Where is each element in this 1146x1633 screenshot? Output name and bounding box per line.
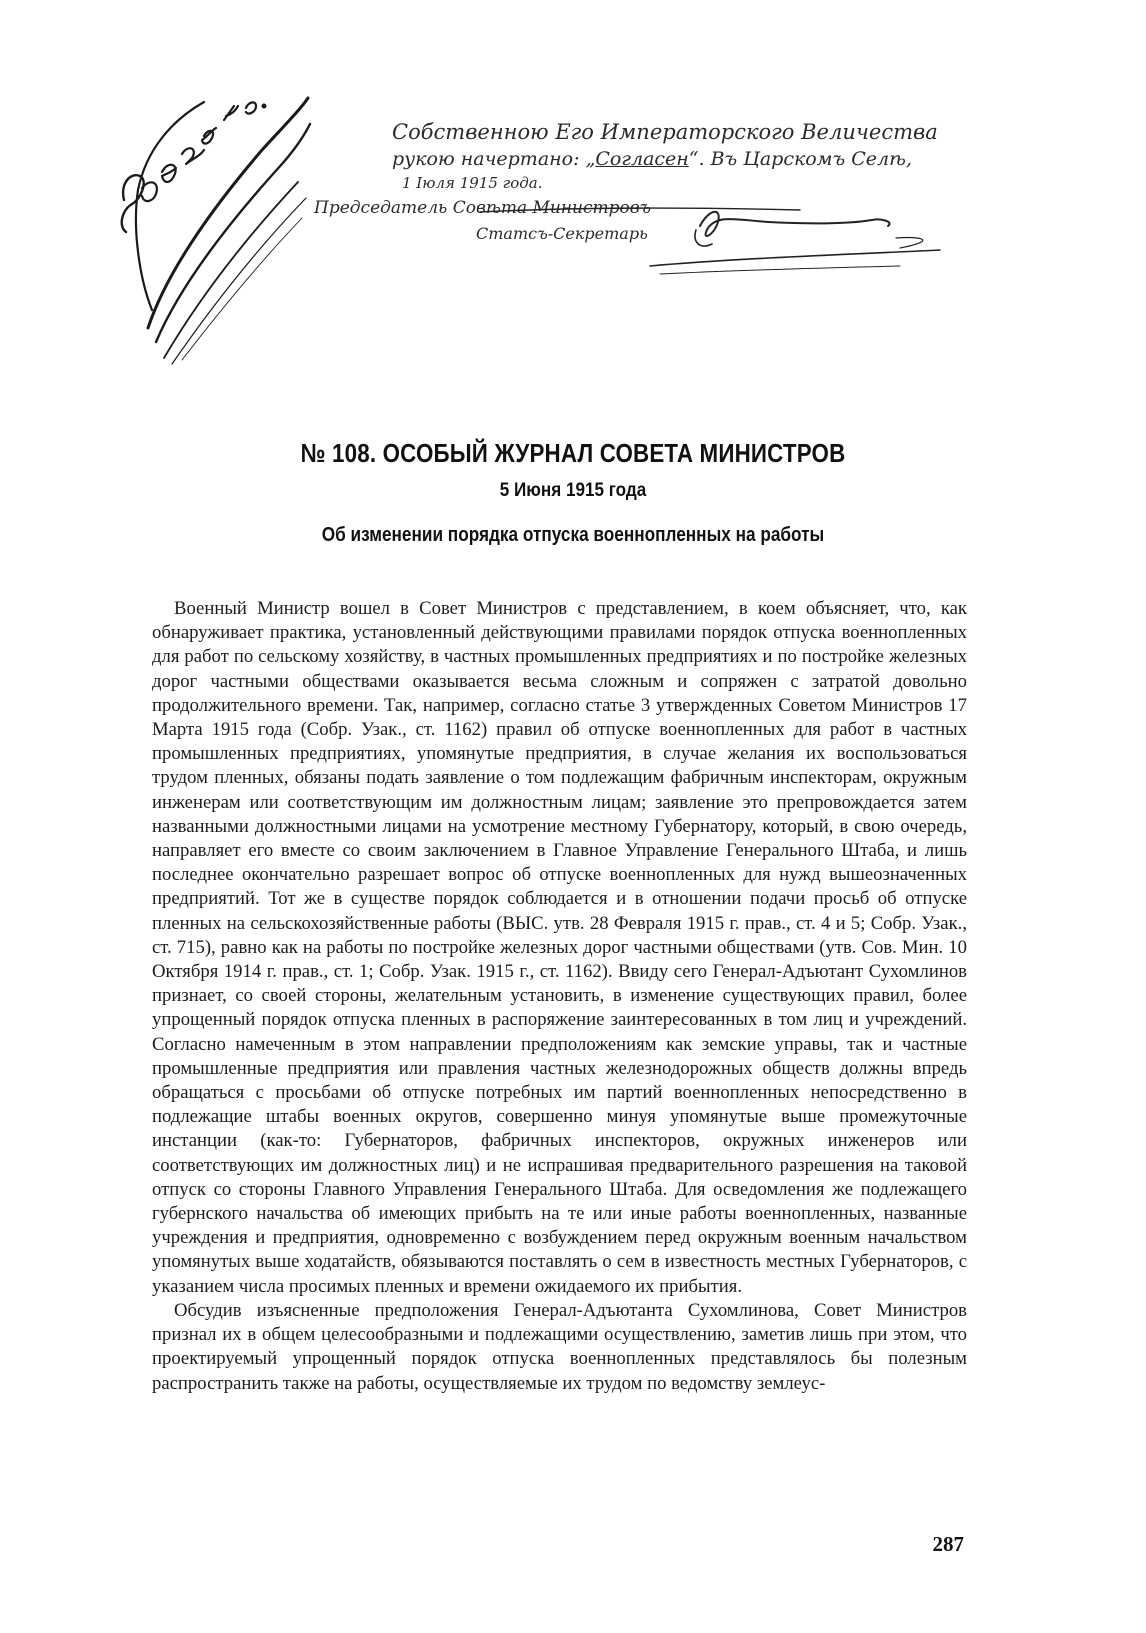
document-date: 5 Июня 1915 года bbox=[499, 480, 647, 501]
note-line-2-suffix: “. Въ Царскомъ Селѣ, bbox=[688, 148, 912, 170]
note-line-1: Собственною Его Императорского Величества bbox=[392, 120, 938, 144]
handwritten-resolution bbox=[112, 80, 322, 370]
note-resolution-word: Согласен bbox=[595, 148, 689, 170]
body-paragraph: Военный Министр вошел в Совет Министров с представлением, в коем объясняет, что, как обнаруживает практика, установленный действующими правилами порядок отпуска военнопленных для работ по сельскому хозяйству, в частных промышленных предприятиях и по постройке железных дорог частными обществами оказывается весьма сложным и сопряжен с затратой довольно продолжительного времени. Так, например, согласно статье 3 утвержденных Советом Министров 17 Марта 1915 года (Собр. Узак., ст. 1162) правил об отпуске военнопленных для работ в частных промышленных предприятиях, упомянутые предприятия, в случае желания их воспользоваться трудом пленных, обязаны подать заявление о том подлежащим фабричным инспекторам, окружным инженерам или соответствующим им должностным лицам; заявление это препровождается затем названными должностными лицами на усмотрение местному Губернатору, который, в свою очередь, направляет его вместе со своим заключением в Главное Управление Генерального Штаба, и лишь последнее окончательно разрешает вопрос об отпуске военнопленных для нужд вышеозначенных предприятий. Тот же в существе порядок соблюдается и в отношении подачи просьб об отпуске пленных на сельскохозяйственные работы (ВЫС. утв. 28 Февраля 1915 г. прав., ст. 4 и 5; Собр. Узак., ст. 715), равно как на работы по постройке железных дорог частными обществами (утв. Сов. Мин. 10 Октября 1914 г. прав., ст. 1; Собр. Узак. 1915 г., ст. 1162). Ввиду сего Генерал-Адъютант Сухомлинов признает, со своей стороны, желательным установить, в изменение существующих правил, более упрощенный порядок отпуска пленных в распоряжение заинтересованных в том лиц и учреждений. Согласно намеченным в этом направлении предположениям как земские управы, так и частные промышленные предприятия или правления частных железнодорожных обществ должны впредь обращаться с просьбами об отпуске потребных им партий военнопленных непосредственно в подлежащие штабы военных округов, совершенно минуя упомянутые выше промежуточные инстанции (как-то: Губернаторов, фабричных инспекторов, окружных инженеров или соответствующих им должностных лиц) и не испрашивая предварительного разрешения на таковой отпуск со стороны Главного Управления Генерального Штаба. Для осведомления же подлежащего губернского начальства об имеющих прибыть на те или иные работы военнопленных, названные учреждения и предприятия, одновременно с возбуждением перед окружным военным начальством упомянутых выше ходатайств, обязываются поставлять о сем в известность местных Губернаторов, с указанием числа просимых пленных и времени ожидаемого их прибытия. bbox=[152, 598, 967, 1297]
body-paragraph: Обсудив изъясненные предположения Генерал-Адъютанта Сухомлинова, Совет Министров признал их в общем целесообразными и подлежащими осуществлению, заметив лишь при этом, что проектируемый упрощенный порядок отпуска военнопленных представлялось бы полезным распространить также на работы, осуществляемые их трудом по ведомству землеус- bbox=[152, 1299, 967, 1394]
note-line-2-prefix: рукою начертано: „ bbox=[392, 148, 596, 170]
note-line-3: 1 Іюля 1915 года. bbox=[402, 174, 543, 192]
page-number: 287 bbox=[932, 1532, 964, 1556]
signature-flourish bbox=[300, 108, 1000, 308]
note-line-5: Статсъ-Секретарь bbox=[476, 224, 648, 243]
document-body bbox=[152, 597, 967, 1396]
note-line-4: Председатель Совѣта Министровъ bbox=[314, 198, 651, 218]
document-title: № 108. ОСОБЫЙ ЖУРНАЛ СОВЕТА МИНИСТРОВ bbox=[300, 438, 846, 468]
document-subject: Об изменении порядка отпуска военнопленных на работы bbox=[321, 524, 825, 546]
